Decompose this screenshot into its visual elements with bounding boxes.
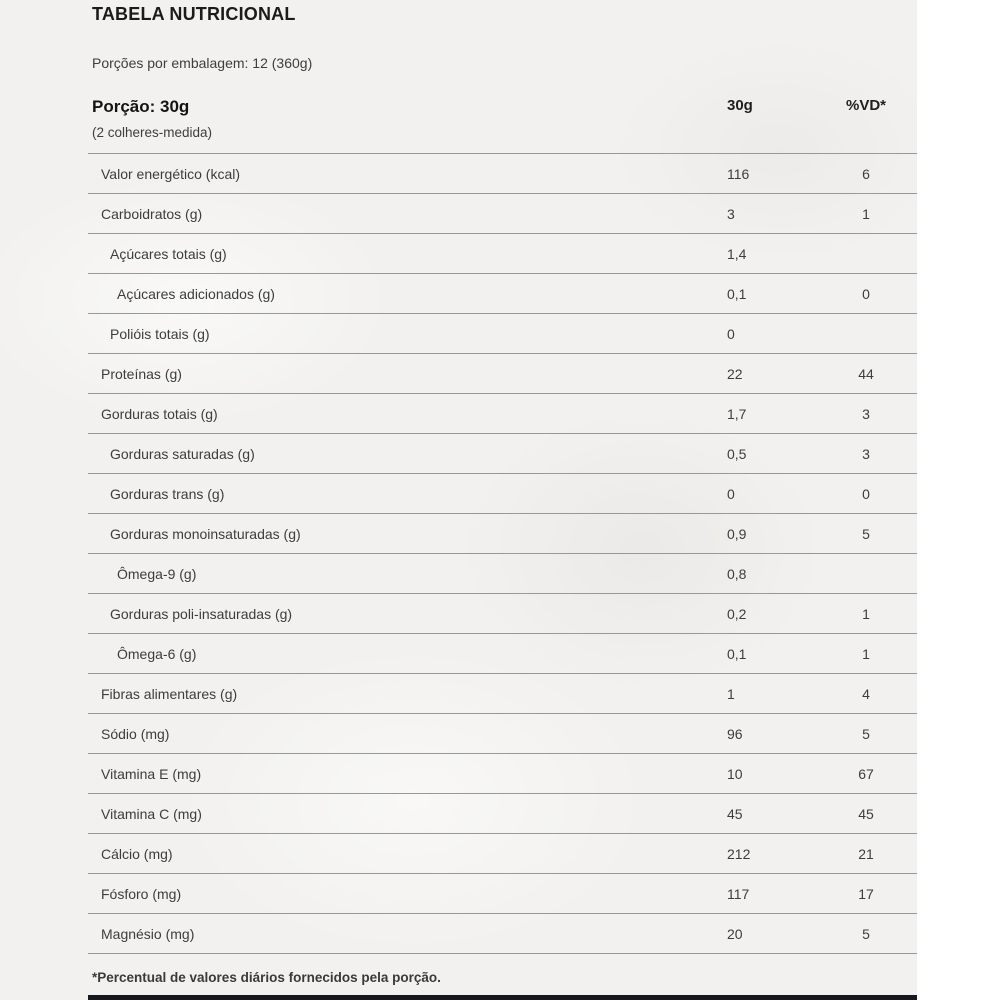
nutrient-daily-value: 3 xyxy=(862,405,870,422)
table-row xyxy=(88,394,917,434)
table-row xyxy=(88,354,917,394)
nutrient-amount: 116 xyxy=(727,165,750,182)
table-row xyxy=(88,314,917,354)
column-header-amount: 30g xyxy=(727,97,753,114)
nutrient-label: Carboidratos (g) xyxy=(101,205,203,222)
nutrient-label: Fósforo (mg) xyxy=(101,885,182,902)
nutrient-label: Açúcares adicionados (g) xyxy=(117,285,275,302)
nutrient-label: Sódio (mg) xyxy=(101,725,170,742)
table-row xyxy=(88,874,917,914)
page-title: TABELA NUTRICIONAL xyxy=(92,4,296,24)
nutrient-amount: 0 xyxy=(727,485,735,502)
nutrient-daily-value: 17 xyxy=(858,885,874,902)
nutrient-label: Valor energético (kcal) xyxy=(101,165,241,182)
daily-value-footnote: *Percentual de valores diários fornecidos pela porção. xyxy=(92,970,441,985)
nutrient-label: Gorduras poli-insaturadas (g) xyxy=(110,605,293,622)
table-row xyxy=(88,194,917,234)
table-row xyxy=(88,754,917,794)
nutrition-table-rows xyxy=(88,153,917,954)
nutrient-amount: 0,1 xyxy=(727,285,747,302)
nutrient-daily-value: 5 xyxy=(862,525,870,542)
table-row xyxy=(88,154,917,194)
nutrient-label: Açúcares totais (g) xyxy=(110,245,227,262)
nutrient-daily-value: 5 xyxy=(862,925,870,942)
nutrient-amount: 20 xyxy=(727,925,743,942)
column-header-daily-value: %VD* xyxy=(845,97,886,114)
nutrient-amount: 1 xyxy=(727,685,735,702)
nutrient-label: Cálcio (mg) xyxy=(101,845,173,862)
nutrient-amount: 0,8 xyxy=(727,565,747,582)
nutrient-daily-value: 21 xyxy=(858,845,874,862)
nutrient-daily-value: 1 xyxy=(862,205,870,222)
portion-block xyxy=(88,97,735,140)
portion-measure-note: (2 colheres-medida) xyxy=(92,125,213,140)
nutrient-daily-value: 44 xyxy=(858,365,874,382)
nutrient-label: Fibras alimentares (g) xyxy=(101,685,238,702)
table-row xyxy=(88,914,917,954)
nutrient-label: Magnésio (mg) xyxy=(101,925,195,942)
nutrient-amount: 22 xyxy=(727,365,743,382)
table-row xyxy=(88,834,917,874)
nutrient-amount: 0 xyxy=(727,325,735,342)
nutrient-label: Vitamina C (mg) xyxy=(101,805,202,822)
nutrient-daily-value: 5 xyxy=(862,725,870,742)
nutrient-daily-value: 45 xyxy=(858,805,874,822)
nutrient-amount: 1,7 xyxy=(727,405,747,422)
nutrient-daily-value: 67 xyxy=(858,765,874,782)
nutrient-label: Ômega-9 (g) xyxy=(117,565,197,582)
nutrient-daily-value: 4 xyxy=(862,685,870,702)
nutrient-amount: 96 xyxy=(727,725,743,742)
nutrient-amount: 0,5 xyxy=(727,445,747,462)
nutrient-daily-value: 3 xyxy=(862,445,870,462)
nutrient-label: Gorduras totais (g) xyxy=(101,405,218,422)
nutrient-amount: 117 xyxy=(727,885,750,902)
table-row xyxy=(88,714,917,754)
bottom-divider-bar xyxy=(88,995,917,1000)
nutrient-label: Gorduras trans (g) xyxy=(110,485,225,502)
nutrient-amount: 1,4 xyxy=(727,245,747,262)
nutrient-amount: 0,1 xyxy=(727,645,747,662)
table-row xyxy=(88,594,917,634)
nutrient-amount: 0,2 xyxy=(727,605,747,622)
nutrient-daily-value: 0 xyxy=(862,485,870,502)
portion-size-label: Porção: 30g xyxy=(92,97,190,116)
nutrient-amount: 10 xyxy=(727,765,743,782)
servings-per-package: Porções por embalagem: 12 (360g) xyxy=(92,55,313,71)
nutrient-label: Polióis totais (g) xyxy=(110,325,210,342)
table-row xyxy=(88,674,917,714)
nutrient-label: Vitamina E (mg) xyxy=(101,765,202,782)
nutrient-daily-value: 0 xyxy=(862,285,870,302)
nutrient-amount: 3 xyxy=(727,205,735,222)
table-header-row xyxy=(88,97,917,140)
nutrition-panel xyxy=(88,0,917,985)
nutrient-label: Ômega-6 (g) xyxy=(117,645,197,662)
nutrient-amount: 45 xyxy=(727,805,743,822)
table-row xyxy=(88,794,917,834)
table-row xyxy=(88,434,917,474)
table-row xyxy=(88,474,917,514)
nutrient-label: Proteínas (g) xyxy=(101,365,182,382)
nutrient-daily-value: 1 xyxy=(862,645,870,662)
table-row xyxy=(88,554,917,594)
nutrient-daily-value: 1 xyxy=(862,605,870,622)
nutrient-daily-value: 6 xyxy=(862,165,870,182)
table-row xyxy=(88,274,917,314)
nutrient-label: Gorduras saturadas (g) xyxy=(110,445,255,462)
nutrient-amount: 212 xyxy=(727,845,751,862)
nutrient-label: Gorduras monoinsaturadas (g) xyxy=(110,525,301,542)
nutrient-amount: 0,9 xyxy=(727,525,747,542)
table-row xyxy=(88,234,917,274)
table-row xyxy=(88,514,917,554)
table-row xyxy=(88,634,917,674)
